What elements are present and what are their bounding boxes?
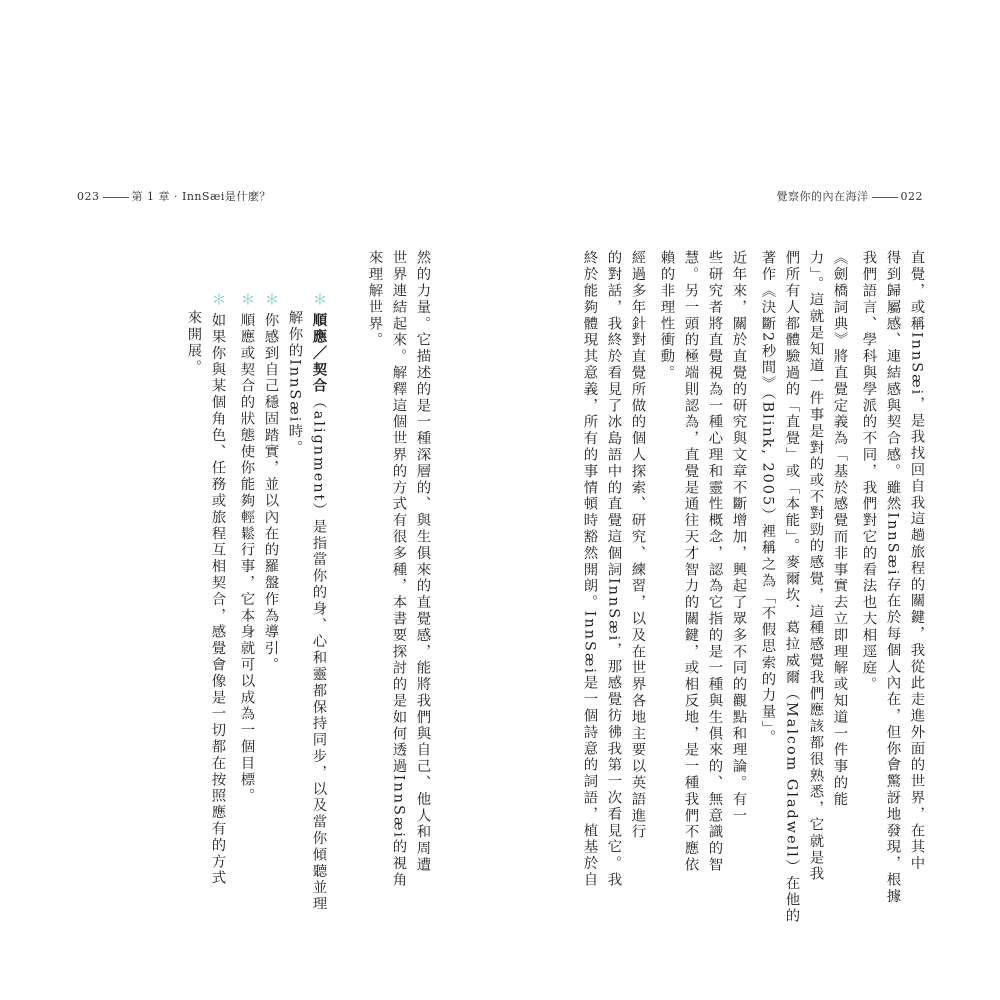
text-column: 來理解世界。 [366,250,383,349]
bullet-text: （alignment）是指當你的身、心和靈都保持同步，以及當你傾聽並理 [310,394,327,913]
right-page-number: 022 [900,190,923,203]
text-column: 終於能夠體現其意義，所有的事情頓時豁然開朗。InnSæi是一個詩意的詞語，植基於自 [581,250,598,889]
bullet-continuation: 解你的InnSæi時。 [286,310,303,457]
bullet-asterisk: ＊ [310,292,327,309]
text-column: 世界連結起來。解釋這個世界的方式有很多種，本書要探討的是如何透過InnSæi的視角 [390,250,407,889]
bullet-asterisk: ＊ [262,292,279,309]
text-column: 我們語言、學科與學派的不同，我們對它的看法也大相逕庭。 [860,250,877,693]
bullet-text: 如果你與某個角色、任務或旅程互相契合，感覺會像是一切都在按照應有的方式 [209,312,226,887]
bullet-asterisk: ＊ [238,292,255,309]
bullet-item [306,292,331,913]
right-page-header [777,189,924,205]
text-column: 近年來，關於直覺的研究與文章不斷增加，興起了眾多不同的觀點和理論。有一 [730,250,747,824]
text-column: 的對話，我終於看見了冰島語中的直覺這個詞InnSæi，那感覺彷彿我第一次看見它。我 [605,250,622,889]
text-column: 然的力量。它描述的是一種深層的、與生俱來的直覺感，能將我們與自己、他人和周遭 [414,250,431,874]
text-column: 經過多年針對直覺所做的個人探索、研究、練習，以及在世界各地主要以英語進行 [629,250,646,841]
text-column: 著作《決斷2秒間》（Blink, 2005）裡稱之為「不假思索的力量」。 [759,250,776,746]
text-column: 得到歸屬感、連結感與契合感。雖然InnSæi存在於每個人內在，但你會驚訝地發現，根據 [884,250,901,905]
bullet-asterisk: ＊ [209,292,226,309]
bullet-item [258,292,282,674]
bullet-text: 你感到自己穩固踏實，並以內在的羅盤作為導引。 [262,312,279,674]
left-page-number: 023 [77,190,100,203]
bullet-continuation: 來開展。 [185,310,202,376]
text-column: 力」。這就是知道一件事是對的或不對勁的感覺，這種感覺我們應該都很熟悉，它就是我 [807,250,824,883]
bullet-bold-term: 順應／契合 [310,312,328,395]
text-column: 們所有人都體驗過的「直覺」或「本能」。麥爾坎．葛拉威爾（Malcom Gladwell）在他的 [783,250,800,925]
text-column: 賴的非理性衝動。 [658,250,675,382]
header-rule [103,197,129,198]
header-rule [872,197,898,198]
text-column: 直覺，或稱InnSæi，是我找回自我這趟旅程的關鍵，我從此走進外面的世界，在其中 [908,250,925,872]
bullet-item [234,292,258,805]
text-column: 《劍橋詞典》將直覺定義為「基於感覺而非事實去立即理解或知道一件事的能 [831,250,848,808]
left-chapter-title: 第 1 章 · InnSæi是什麼？ [131,190,271,203]
right-page-title: 覺察你的內在海洋 [776,190,869,203]
text-column: 慧。另一頭的極端則認為，直覺是通往天才智力的關鍵，或相反地，是一種我們不應依 [682,250,699,874]
text-column: 些研究者將直覺視為一種心理和靈性概念，認為它指的是一種與生俱來的、無意識的智 [706,250,723,874]
bullet-item [205,292,229,887]
bullet-text: 順應或契合的狀態使你能夠輕鬆行事，它本身就可以成為一個目標。 [238,312,255,805]
left-page-header [77,189,271,205]
